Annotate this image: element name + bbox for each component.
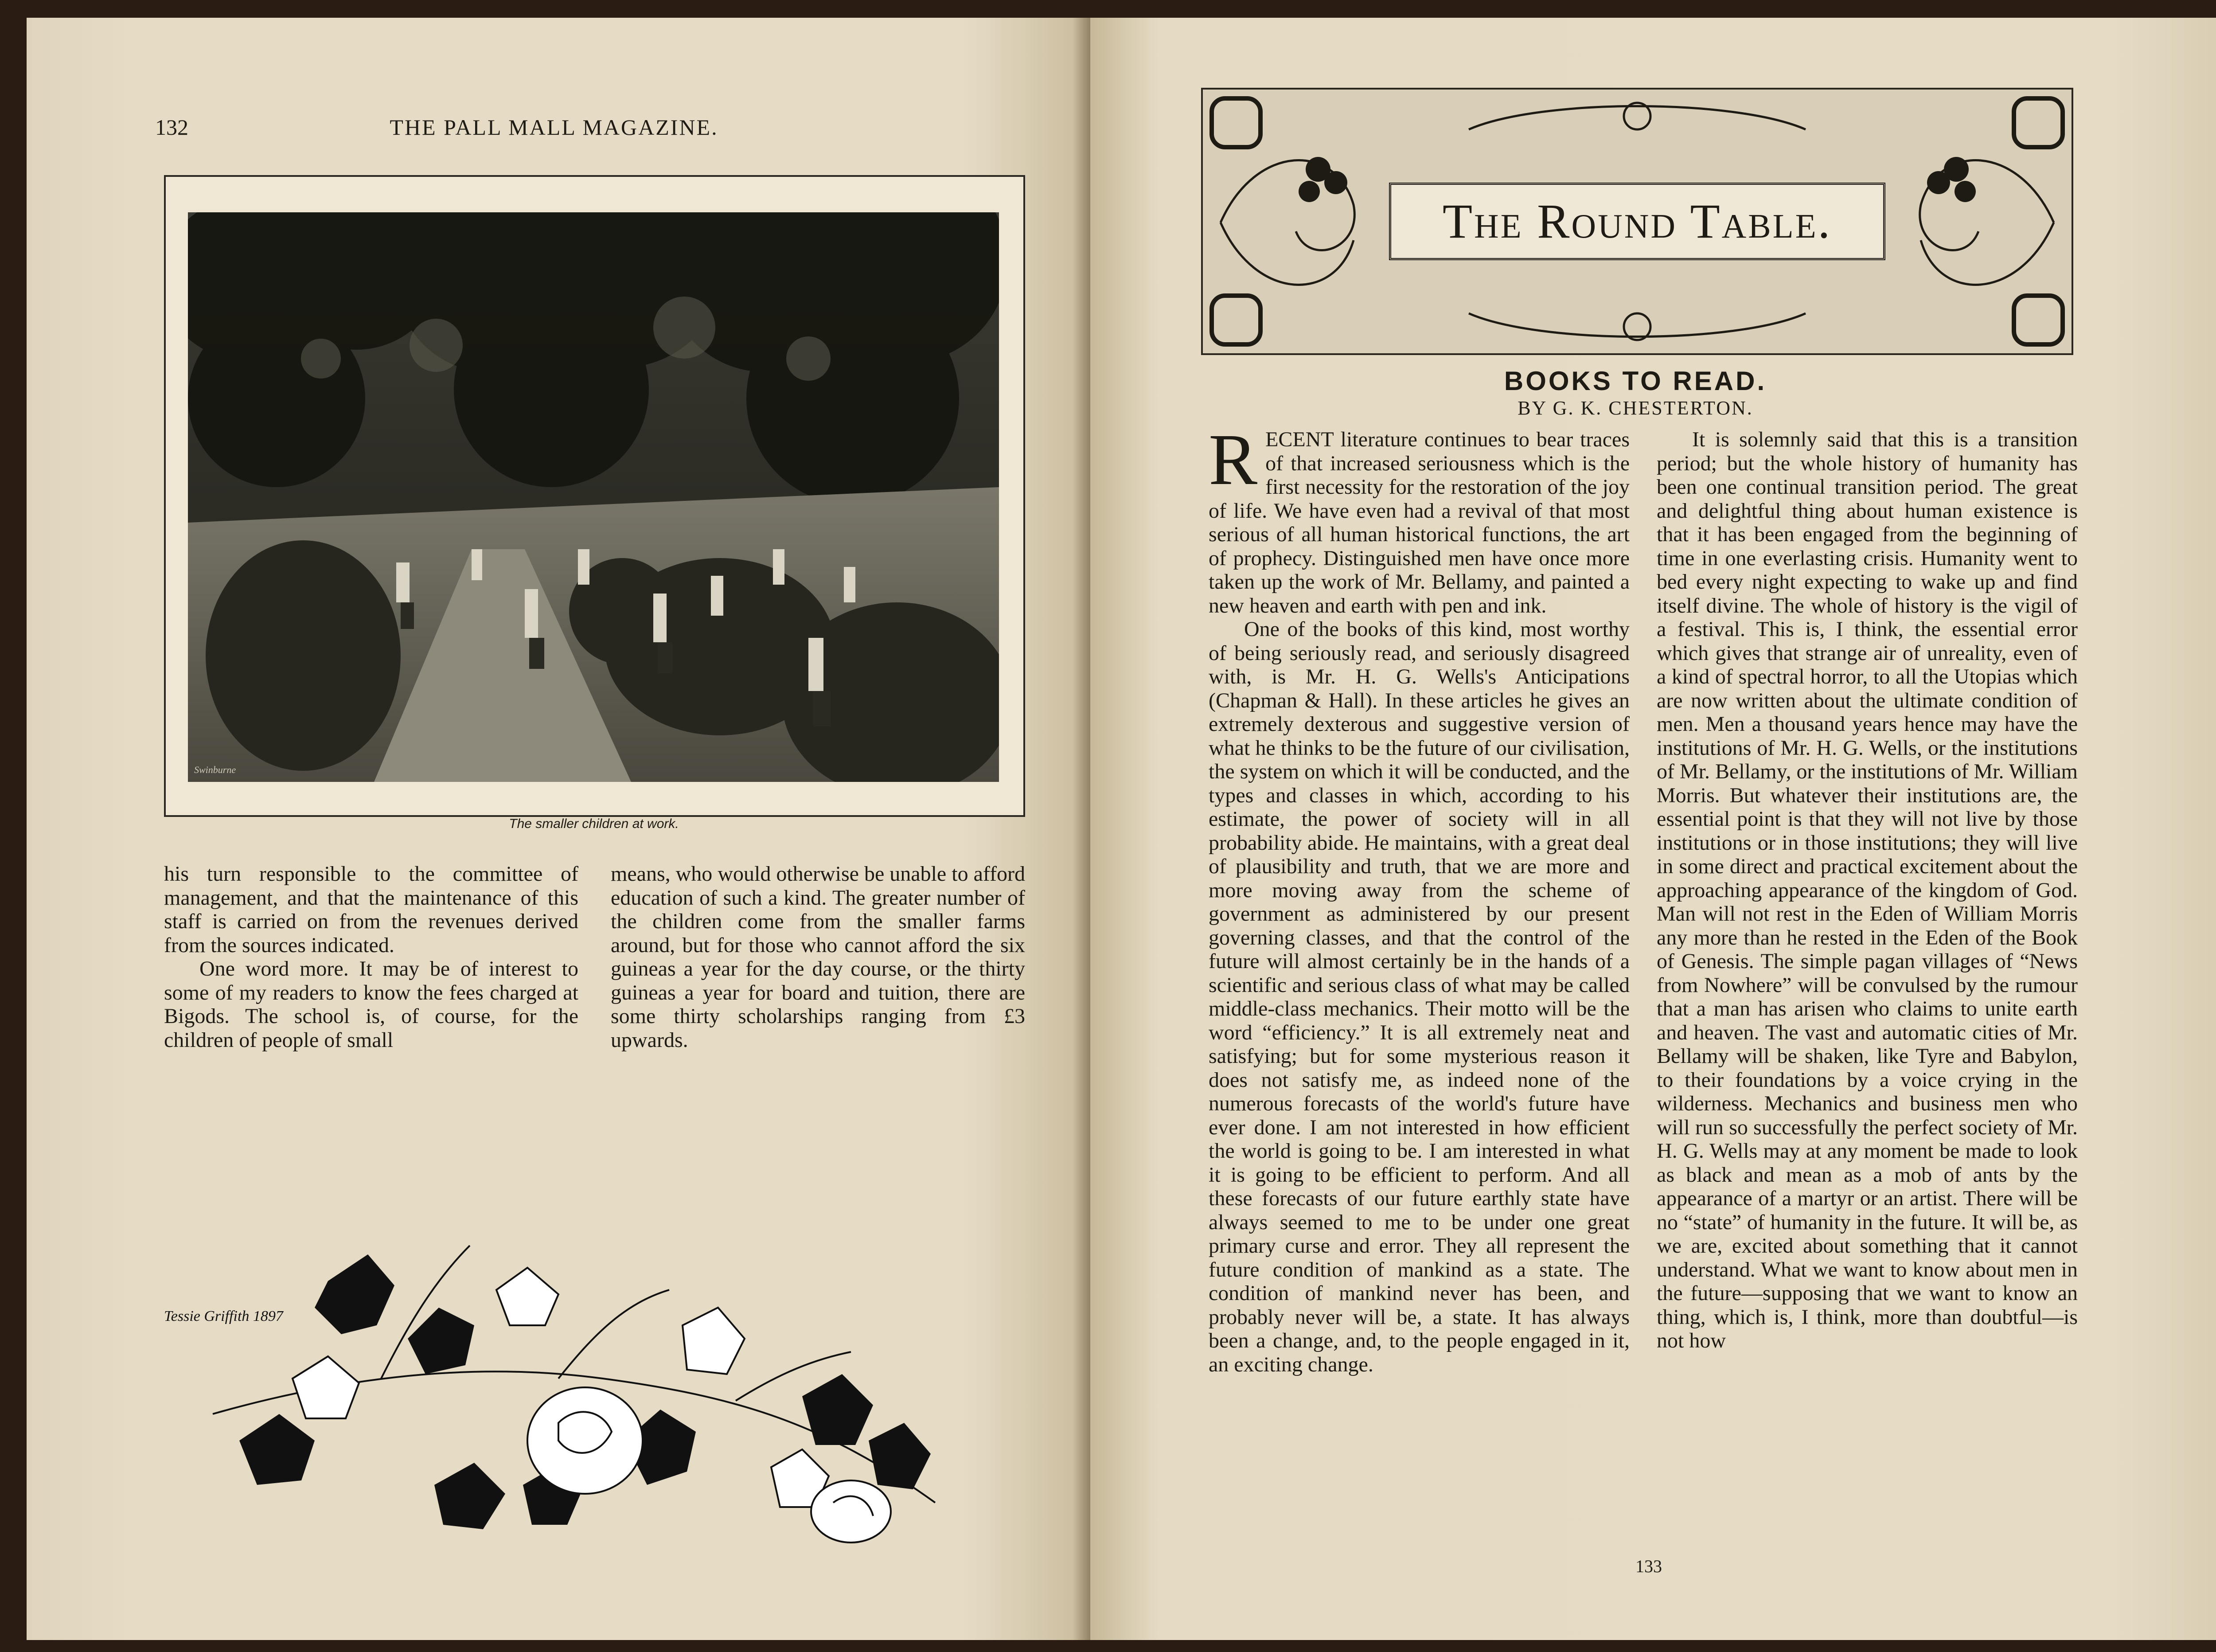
banner-title: The Round Table. bbox=[1442, 194, 1832, 248]
left-col1-para-1: his turn responsible to the committee of management, and that the maintenance of this staff is carried on from the revenues derived from the sources indicated. bbox=[164, 862, 578, 957]
left-column-2 bbox=[611, 862, 1025, 1052]
left-page bbox=[27, 18, 1090, 1640]
ivy-rose-illustration bbox=[160, 1192, 957, 1556]
page-number-left: 132 bbox=[155, 115, 188, 140]
banner-label bbox=[1389, 183, 1885, 260]
right-col1-para-1 bbox=[1209, 419, 1630, 617]
right-column-1 bbox=[1209, 419, 1630, 1376]
article-title: BOOKS TO READ. bbox=[1504, 366, 1767, 396]
garden-photo bbox=[188, 212, 999, 782]
garden-photo-image bbox=[188, 212, 999, 782]
ivy-drawing bbox=[160, 1192, 957, 1556]
right-col1-para-2: One of the books of this kind, most worthy of being seriously read, and seriously disagreed with, is Mr. H. G. Wells's Anticipations (Chapman & Hall). In these articles he gives an extremely dexterous and suggestive version of what he thinks to be the future of our civilisation, the system on which it will be conducted, and the types and classes in which, according to his estimate, the power of society will in all probability abide. He maintains, with a great deal of plausibility and truth, that we are more and more moving away from the scheme of government as administered by our present governing classes, and that the control of the future will almost certainly be in the hands of a scientific and serious class of what may be called middle-class mechanics. Their motto will be the word “efficiency.” It is all extremely neat and satisfying; but for some mysterious reason it does not satisfy me, as indeed none of the numerous forecasts of the world's future have ever done. I am not interested in how efficient the world is going to be. I am interested in what it is going to be efficient to perform. And all these forecasts of our future earthly state have always seemed to me to be under one great primary curse and error. They all represent the future condition of mankind as a state. The condition of mankind never has been, and probably never will be, a state. It has always been a change, and, to the people engaged in it, an exciting change. bbox=[1209, 617, 1630, 1376]
photo-signature: Swinburne bbox=[194, 764, 236, 775]
page-number-right: 133 bbox=[1635, 1556, 1662, 1576]
left-col2-para-1: means, who would otherwise be unable to afford education of such a kind. The greater number of the children come from the smaller farms around, but for those who cannot afford the six guineas a year for the day course, or the thirty guineas a year for board and tuition, there are some thirty scholarships ranging from £3 upwards. bbox=[611, 862, 1025, 1052]
round-table-banner bbox=[1201, 88, 2073, 355]
right-column-2 bbox=[1657, 428, 2078, 1353]
left-col1-para-2: One word more. It may be of interest to some of my readers to know the fees charged at Bigods. The school is, of course, for the children of people of small bbox=[164, 957, 578, 1052]
running-head bbox=[155, 114, 953, 141]
right-col1-para-1-text: ECENT literature continues to bear traces of that increased seriousness which is the first necessity for the restoration of the joy of life. We have even had a revival of that most serious of all human historical functions, the art of prophecy. Distinguished men have once more taken up the work of Mr. Bellamy, and painted a new heaven and earth with pen and ink. bbox=[1209, 428, 1630, 617]
running-head-title: THE PALL MALL MAGAZINE. bbox=[390, 115, 718, 140]
photo-frame bbox=[164, 175, 1025, 817]
right-col2-para-1: It is solemnly said that this is a transition period; but the whole history of humanity has been one continual transition period. The great and delightful thing about human existence is that it has been engaged from the beginning of time in one everlasting crisis. Humanity went to bed every night expecting to wake up and find itself divine. The whole of history is the vigil of a festival. This is, I think, the essential error which gives that strange air of unreality, even of a kind of spectral horror, to all the Utopias which are now written about the ultimate condition of men. Men a thousand years hence may have the institutions of Mr. H. G. Wells, or the institutions of Mr. Bellamy, or the institutions of Mr. William Morris. But whatever their institutions are, the essential point is that they will not live by those institutions or in those institutions; they will live in some direct and practical excitement about the approaching appearance of the kingdom of God. Man will not rest in the Eden of William Morris any more than he rested in the Eden of the Book of Genesis. The simple pagan villages of “News from Nowhere” will be convulsed by the rumour that a man has arisen who claims to unite earth and heaven. The vast and automatic cities of Mr. Bellamy will be shaken, like Tyre and Babylon, to their foundations by a voice crying in the wilderness. Mechanics and business men who will run so successfully the perfect society of Mr. H. G. Wells may at any moment be made to look as black and mean as a mob of ants by the appearance of a martyr or an artist. There will be no “state” of humanity in the future. It will be, as we are, excited about something that it cannot understand. What we want to know about men in the future—supposing that we want to know an thing, which is, I think, more than doubtful—is not how bbox=[1657, 428, 2078, 1352]
ivy-signature: Tessie Griffith 1897 bbox=[164, 1308, 283, 1324]
article-byline: BY G. K. CHESTERTON. bbox=[1518, 397, 1753, 419]
photo-caption: The smaller children at work. bbox=[509, 816, 679, 831]
left-column-1 bbox=[164, 862, 578, 1052]
drop-cap: R bbox=[1209, 419, 1258, 500]
